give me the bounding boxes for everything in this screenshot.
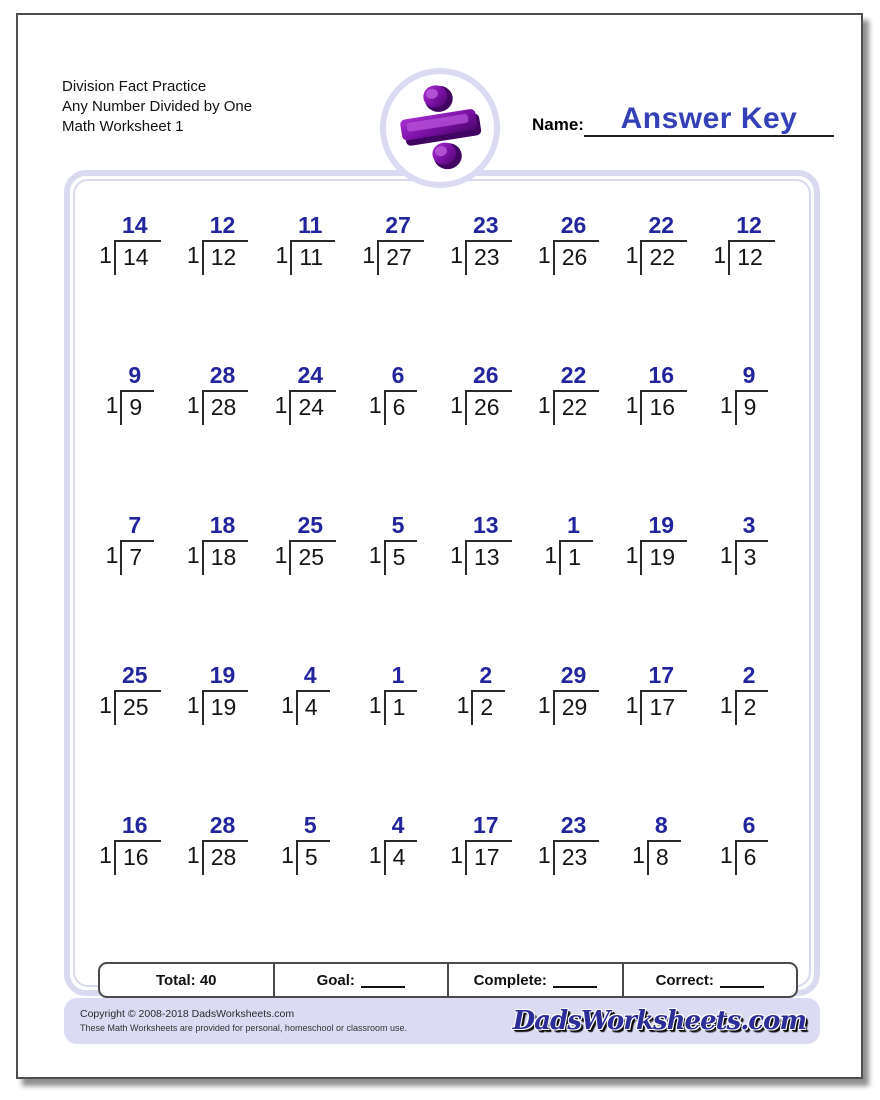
dividend-value: 17: [465, 840, 512, 875]
division-problem: [626, 512, 687, 575]
division-problem: [544, 512, 593, 575]
quotient-value: 16: [648, 362, 675, 388]
name-underline: [584, 103, 834, 137]
dividend-value: 27: [377, 240, 424, 275]
division-problem: [457, 662, 506, 725]
divisor-value: 1: [456, 692, 470, 718]
division-icon: [396, 78, 484, 179]
answer-key-text: Answer Key: [620, 102, 798, 135]
divisor-value: 1: [274, 542, 288, 568]
divisor-value: 1: [713, 242, 727, 268]
dividend-value: 17: [640, 690, 687, 725]
copyright-block: [80, 1007, 407, 1035]
division-problem: [538, 212, 599, 275]
divisor-value: 1: [537, 392, 551, 418]
quotient-value: 26: [472, 362, 499, 388]
quotient-value: 14: [121, 212, 148, 238]
divisor-value: 1: [450, 392, 463, 418]
divisor-value: 1: [105, 542, 119, 568]
dividend-value: 19: [640, 540, 687, 575]
totals-cell: [273, 964, 448, 996]
divisor-value: 1: [719, 542, 733, 568]
quotient-value: 5: [303, 812, 317, 838]
totals-label: Complete:: [473, 971, 547, 989]
worksheet-title-line2: Any Number Divided by One: [62, 98, 253, 115]
quotient-value: 5: [391, 512, 405, 538]
division-problem: [720, 662, 769, 725]
totals-label: Goal:: [316, 971, 355, 989]
usage-line: These Math Worksheets are provided for personal, homeschool or classroom use.: [80, 1023, 407, 1033]
dividend-value: 28: [202, 840, 249, 875]
divisor-value: 1: [719, 692, 733, 718]
divisor-value: 1: [362, 242, 376, 268]
quotient-value: 6: [391, 362, 405, 388]
division-problem: [106, 512, 155, 575]
divisor-value: 1: [186, 242, 200, 268]
problems-frame: [64, 170, 820, 996]
dividend-value: 5: [384, 540, 418, 575]
division-problem: [275, 512, 336, 575]
quotient-value: 16: [121, 812, 148, 838]
dividend-value: 9: [120, 390, 154, 425]
division-problem: [626, 662, 687, 725]
quotient-value: 13: [472, 512, 499, 538]
quotient-value: 22: [648, 212, 675, 238]
dividend-value: 26: [553, 240, 600, 275]
division-problem: [99, 812, 160, 875]
division-problem: [538, 662, 599, 725]
divisor-value: 1: [105, 392, 119, 418]
dividend-value: 3: [735, 540, 769, 575]
divisor-value: 1: [275, 242, 289, 268]
division-problem: [720, 512, 769, 575]
quotient-value: 2: [479, 662, 493, 688]
totals-cell: [447, 964, 622, 996]
division-problem: [187, 212, 248, 275]
division-problem: [450, 212, 511, 275]
divisor-value: 1: [719, 842, 733, 868]
divisor-value: 1: [186, 542, 200, 568]
totals-blank: [553, 973, 597, 988]
divisor-value: 1: [450, 242, 463, 268]
dividend-value: 9: [735, 390, 769, 425]
divisor-value: 1: [625, 692, 639, 718]
divisor-value: 1: [186, 692, 200, 718]
quotient-value: 28: [209, 812, 236, 838]
totals-blank: [720, 973, 764, 988]
problems-grid: [86, 212, 788, 962]
dividend-value: 18: [202, 540, 249, 575]
divisor-value: 1: [368, 392, 382, 418]
division-problem: [187, 812, 248, 875]
quotient-value: 12: [736, 212, 762, 238]
divisor-value: 1: [544, 542, 558, 568]
dividend-value: 26: [465, 390, 512, 425]
division-problem: [99, 662, 160, 725]
quotient-value: 17: [648, 662, 675, 688]
name-row: [532, 103, 834, 137]
division-problem: [720, 362, 769, 425]
dividend-value: 29: [553, 690, 600, 725]
quotient-value: 23: [472, 212, 499, 238]
quotient-value: 24: [297, 362, 324, 388]
dividend-value: 6: [384, 390, 418, 425]
dividend-value: 19: [202, 690, 249, 725]
totals-cell: [622, 964, 797, 996]
division-problem: [369, 512, 418, 575]
dividend-value: 13: [465, 540, 512, 575]
dividend-value: 5: [296, 840, 330, 875]
dividend-value: 4: [384, 840, 418, 875]
dividend-value: 22: [553, 390, 600, 425]
divisor-value: 1: [186, 392, 200, 418]
quotient-value: 3: [742, 512, 756, 538]
division-problem: [626, 362, 687, 425]
division-problem: [450, 512, 511, 575]
divisor-value: 1: [625, 542, 639, 568]
worksheet-title-block: [62, 77, 252, 137]
divisor-value: 1: [186, 842, 200, 868]
quotient-value: 9: [742, 362, 756, 388]
quotient-value: 8: [654, 812, 668, 838]
quotient-value: 18: [209, 512, 236, 538]
dividend-value: 8: [647, 840, 681, 875]
dividend-value: 4: [296, 690, 330, 725]
divisor-value: 1: [719, 392, 733, 418]
divisor-value: 1: [450, 542, 463, 568]
dividend-value: 23: [553, 840, 600, 875]
quotient-value: 19: [209, 662, 236, 688]
dividend-value: 24: [289, 390, 336, 425]
quotient-value: 4: [303, 662, 317, 688]
worksheet-title-line3: Math Worksheet 1: [62, 118, 184, 135]
quotient-value: 29: [560, 662, 587, 688]
quotient-value: 7: [128, 512, 142, 538]
quotient-value: 26: [560, 212, 587, 238]
quotient-value: 1: [567, 512, 580, 538]
divisor-value: 1: [281, 842, 294, 868]
divisor-value: 1: [537, 692, 551, 718]
totals-cell: [100, 964, 273, 996]
dividend-value: 28: [202, 390, 249, 425]
worksheet-page: [16, 13, 863, 1079]
division-problem: [369, 812, 418, 875]
division-problem: [720, 812, 769, 875]
division-problem: [275, 362, 336, 425]
quotient-value: 6: [742, 812, 756, 838]
division-problem: [281, 812, 330, 875]
quotient-value: 27: [385, 212, 411, 238]
dividend-value: 25: [289, 540, 336, 575]
quotient-value: 28: [209, 362, 236, 388]
dividend-value: 1: [559, 540, 593, 575]
brand-logo: DadsWorksheets.com: [512, 1006, 806, 1036]
quotient-value: 11: [298, 212, 323, 238]
copyright-line: Copyright © 2008-2018 DadsWorksheets.com: [80, 1008, 295, 1020]
totals-label: Correct:: [655, 971, 714, 989]
divisor-value: 1: [368, 542, 382, 568]
quotient-value: 1: [391, 662, 405, 688]
division-problem: [276, 212, 336, 275]
divisor-value: 1: [99, 242, 112, 268]
dividend-value: 12: [728, 240, 775, 275]
quotient-value: 17: [472, 812, 499, 838]
quotient-value: 19: [648, 512, 675, 538]
quotient-value: 4: [391, 812, 405, 838]
divisor-value: 1: [537, 242, 551, 268]
quotient-value: 22: [560, 362, 587, 388]
divisor-value: 1: [99, 692, 112, 718]
divisor-value: 1: [99, 842, 112, 868]
quotient-value: 25: [121, 662, 148, 688]
dividend-value: 7: [120, 540, 154, 575]
dividend-value: 25: [114, 690, 161, 725]
division-problem: [369, 662, 418, 725]
division-problem: [450, 362, 511, 425]
dividend-value: 23: [465, 240, 512, 275]
quotient-value: 23: [560, 812, 587, 838]
division-problem: [369, 362, 418, 425]
divisor-value: 1: [537, 842, 551, 868]
division-problem: [106, 362, 155, 425]
division-problem: [626, 212, 687, 275]
divisor-value: 1: [625, 242, 639, 268]
divisor-value: 1: [274, 392, 288, 418]
worksheet-title-line1: Division Fact Practice: [62, 78, 207, 95]
dividend-value: 11: [290, 240, 335, 275]
division-problem: [362, 212, 423, 275]
divisor-value: 1: [450, 842, 463, 868]
divisor-value: 1: [632, 842, 645, 868]
divisor-value: 1: [281, 692, 294, 718]
name-label: Name:: [532, 115, 584, 134]
division-problem: [187, 662, 248, 725]
dividend-value: 22: [640, 240, 687, 275]
divisor-value: 1: [368, 692, 382, 718]
totals-label: Total: 40: [155, 971, 217, 989]
dividend-value: 14: [114, 240, 161, 275]
division-problem: [450, 812, 511, 875]
footer-bar: [64, 998, 820, 1044]
division-problem: [281, 662, 330, 725]
totals-blank: [361, 973, 405, 988]
dividend-value: 1: [384, 690, 418, 725]
dividend-value: 16: [640, 390, 687, 425]
divisor-value: 1: [625, 392, 639, 418]
dividend-value: 2: [735, 690, 769, 725]
dividend-value: 12: [202, 240, 249, 275]
quotient-value: 12: [209, 212, 236, 238]
dividend-value: 6: [735, 840, 769, 875]
division-problem: [538, 362, 599, 425]
totals-bar: [98, 962, 798, 998]
dividend-value: 2: [471, 690, 505, 725]
division-problem: [187, 512, 248, 575]
division-problem: [538, 812, 599, 875]
division-problem: [187, 362, 248, 425]
division-problem: [632, 812, 681, 875]
quotient-value: 25: [297, 512, 324, 538]
division-problem: [713, 212, 774, 275]
division-logo-badge: [380, 68, 500, 188]
division-problem: [99, 212, 160, 275]
quotient-value: 9: [128, 362, 142, 388]
quotient-value: 2: [742, 662, 756, 688]
dividend-value: 16: [114, 840, 161, 875]
divisor-value: 1: [368, 842, 382, 868]
